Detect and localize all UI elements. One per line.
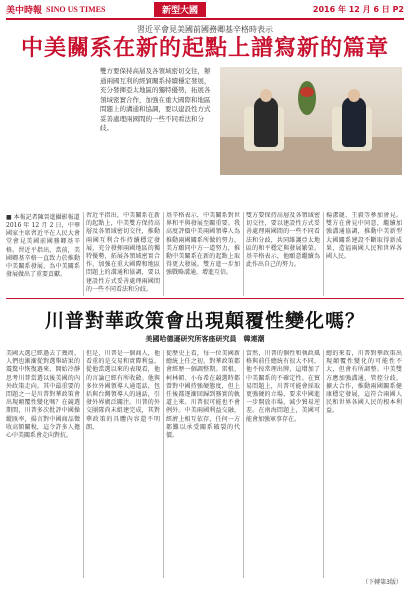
story1-column-4: 雙方要保持高層及各領域密切交往，要以建設性方式妥善處理兩國間的一些不同看法和分歧，共同維護亞太地區的和平穩定與發展繁榮。基辛格表示，他願意繼續為此作出自己的努力。 bbox=[246, 212, 320, 269]
column-rule bbox=[163, 350, 164, 578]
photo-person-left bbox=[254, 97, 278, 147]
masthead-logo: 美中時報 bbox=[6, 5, 43, 16]
issue-date: 2016 年 12 月 6 日 P2 bbox=[312, 4, 404, 14]
photo-head-right bbox=[348, 89, 360, 102]
story2-headline: 川普對華政策會出現顛覆性變化嗎？ bbox=[44, 310, 365, 332]
masthead bbox=[6, 0, 404, 20]
story2-column-2: 但是，川普是一個商人，他看重的是交易和實際利益。從他當選以來的表現看，他的言論已經有所收斂。他與多位外國領導人通電話，包括與台灣領導人的通話，引發外界廣泛關注。川普的外交團隊尚未組建完成，其對華政策的具體內容還不明朗。 bbox=[86, 350, 160, 431]
meeting-photo bbox=[220, 67, 402, 175]
column-rule bbox=[83, 212, 84, 296]
story1-column-5: 楊潔篪、王毅等參加會見。雙方在會見中同意，繼續加強溝通協調，推動中美新型大國關系建設不斷取得新成果，造福兩國人民和世界各國人民。 bbox=[326, 212, 402, 261]
story-separator bbox=[6, 298, 404, 299]
section-badge: 新型大國 bbox=[154, 2, 206, 17]
continued-note: （下轉第3版） bbox=[362, 579, 402, 586]
story1-pull-quote: 雙方要保持高層及各領域密切交往，辦通兩國互利的經貿關系持續穩定發展，充分發揮亞太地區的獨特優勢，拓展各領域密實合作，加強在重大國際和地區問題上的溝通和協調，要以建設性方式妥善處理兩國間的一些不同看法和分歧。 bbox=[100, 67, 211, 132]
story2-byline: 美國哈德遜研究所客座研究員 韓連潮 bbox=[145, 335, 265, 343]
photo-head-left bbox=[260, 89, 272, 102]
story1-kicker: 習近平會見美國前國務卿基辛格時表示 bbox=[137, 25, 273, 34]
masthead-brand bbox=[6, 3, 146, 16]
masthead-name: SINO US TIMES bbox=[46, 4, 106, 14]
story1-photo-row bbox=[6, 67, 404, 177]
story2-column-4: 當然，川普的個性和執政風格與前任總統有很大不同，他不按常理出牌，這增加了中美關系的不確定性。在貿易問題上，川普可能會採取更強硬的立場，要求中國進一步開放市場，減少貿易逆差。在南海問題上，美國可能會加強軍事存在。 bbox=[246, 350, 320, 423]
column-rule bbox=[243, 212, 244, 296]
story1-column-2: 習近平指出，中美關系在新的起點上，中美雙方保持高層及各領域密切交往，推動兩國互利合作持續穩定發展，充分發揮兩國地區的獨特優勢，拓展各領域密實合作，加強在重大國際和地區問題上的溝通和協調，要以建設性方式妥善處理兩國間的一些不同看法和分歧。 bbox=[86, 212, 160, 293]
story1-column-1: 2016 年 12 月 2 日，中華國家主席習近平在人民大會堂會見美國前國務卿基辛格。習近平指出，當前，美國卿基辛格一直致力於推動中美關系發展，為中美關系發展做出了重要貢獻。 bbox=[6, 222, 80, 279]
story2-column-1: 美國大選已經過去了幾周，人們也漸漸從對選舉結果的震驚中恢復過來，開始冷靜思考川普當選以後美國的內外政策走向。其中最重要的問題之一是川普對華政策會出現顛覆性變化嗎？在競選期間，川普多次批評中國操縱匯率，揚言對中國商品徵收高額關稅，這令許多人擔心中美關系會走向對抗。 bbox=[6, 350, 80, 440]
story2-column-3: 從歷史上看，每一位美國新總統上任之初，對華政策都會經歷一個調整期。雷根、柯林頓、小布希在競選時都曾對中國持強硬態度，但上任後都逐漸回歸到務實的軌道上來。川普很可能也不會例外。中美兩國利益交融，經濟上相互依存，任何一方都難以承受關系破裂的代價。 bbox=[166, 350, 240, 440]
column-rule bbox=[323, 212, 324, 296]
photo-caption: ■ 本報記者陳晉進攝影報道 bbox=[6, 214, 80, 221]
story1-column-3: 基辛格表示，中美關系對世界和平與發展至關重要。我高度評價中美兩國領導人為推動兩國關系所做的努力，美方願同中方一道努力，推動中美關系在新的起點上取得更大發展。雙方進一步加強戰略溝通，增進互信。 bbox=[166, 212, 240, 277]
column-rule bbox=[83, 350, 84, 578]
story2-column-5: 總的來看，川普對華政策出現顛覆性變化的可能性不大，但會有所調整。中美雙方應加強溝通，管控分歧，擴大合作，推動兩國關系健康穩定發展，這符合兩國人民和世界各國人民的根本利益。 bbox=[326, 350, 402, 415]
story1-headline: 中美關系在新的起點上譜寫新的篇章 bbox=[20, 36, 389, 61]
column-rule bbox=[323, 350, 324, 578]
column-rule bbox=[243, 350, 244, 578]
photo-flowers bbox=[300, 87, 314, 97]
column-rule bbox=[163, 212, 164, 296]
photo-person-right bbox=[342, 97, 366, 147]
